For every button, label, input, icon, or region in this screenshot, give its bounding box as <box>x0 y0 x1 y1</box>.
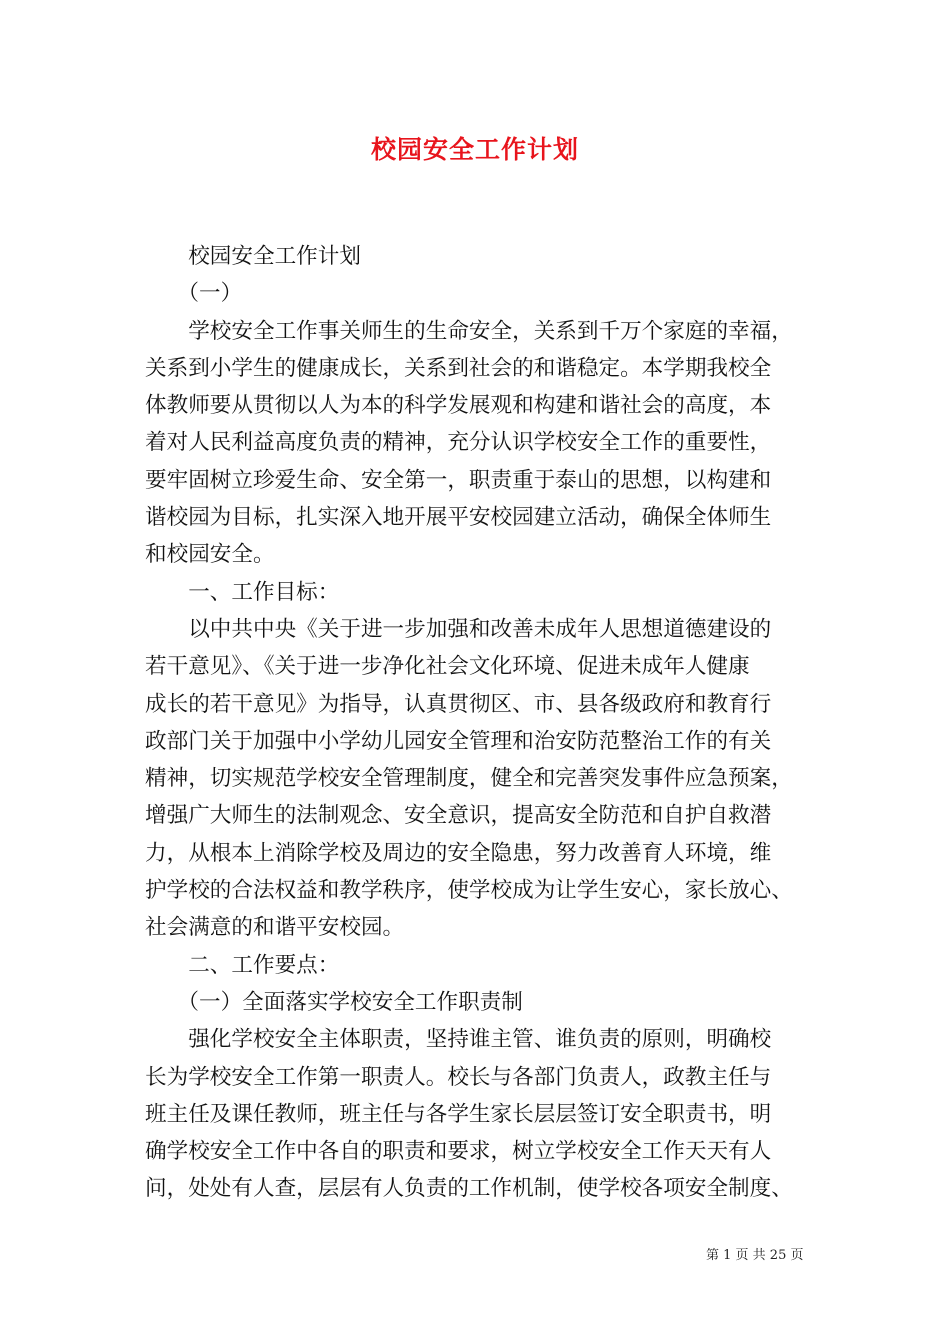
text-line: 确学校安全工作中各自的职责和要求，树立学校安全工作天天有人 <box>145 1139 772 1165</box>
text-line: 学校安全工作事关师生的生命安全，关系到千万个家庭的幸福， <box>145 318 793 344</box>
text-line: 政部门关于加强中小学幼儿园安全管理和治安防范整治工作的有关 <box>145 728 772 754</box>
text-line: 校园安全工作计划 <box>145 244 361 269</box>
text-line: 若干意见》、《关于进一步净化社会文化环境、促进未成年人健康 <box>145 654 750 680</box>
document-body <box>145 238 813 1208</box>
text-line: 体教师要从贯彻以人为本的科学发展观和构建和谐社会的高度，本 <box>145 393 772 419</box>
document-title: 校园安全工作计划 <box>370 135 579 164</box>
text-line: 成长的若干意见》为指导，认真贯彻区、市、县各级政府和教育行 <box>145 691 772 717</box>
text-line: 着对人民利益高度负责的精神，充分认识学校安全工作的重要性， <box>145 430 772 456</box>
text-line: 强化学校安全主体职责，坚持谁主管、谁负责的原则，明确校 <box>145 1027 772 1053</box>
text-line: 长为学校安全工作第一职责人。校长与各部门负责人，政教主任与 <box>145 1064 772 1090</box>
text-line: 要牢固树立珍爱生命、安全第一，职责重于泰山的思想，以构建和 <box>145 467 772 493</box>
text-line: （一） <box>145 281 243 307</box>
text-line: 班主任及课任教师，班主任与各学生家长层层签订安全职责书，明 <box>145 1101 772 1127</box>
text-line: 力，从根本上消除学校及周边的安全隐患，努力改善育人环境，维 <box>145 840 772 866</box>
text-line: 二、工作要点： <box>145 952 340 978</box>
text-line: 谐校园为目标，扎实深入地开展平安校园建立活动，确保全体师生 <box>145 505 772 531</box>
text-line: 增强广大师生的法制观念、安全意识，提高安全防范和自护自救潜 <box>145 803 772 829</box>
text-line: （一）全面落实学校安全工作职责制 <box>145 989 523 1015</box>
page-number: 第 1 页 共 25 页 <box>706 1248 804 1263</box>
text-line: 关系到小学生的健康成长，关系到社会的和谐稳定。本学期我校全 <box>145 355 772 381</box>
text-line: 问，处处有人查，层层有人负责的工作机制，使学校各项安全制度、 <box>145 1176 793 1202</box>
text-line: 护学校的合法权益和教学秩序，使学校成为让学生安心，家长放心、 <box>145 878 793 904</box>
text-line: 精神，切实规范学校安全管理制度，健全和完善突发事件应急预案， <box>145 766 793 792</box>
text-line: 以中共中央《关于进一步加强和改善未成年人思想道德建设的 <box>145 616 772 642</box>
text-line: 一、工作目标： <box>145 579 340 605</box>
text-line: 社会满意的和谐平安校园。 <box>145 915 405 941</box>
text-line: 和校园安全。 <box>145 542 275 568</box>
